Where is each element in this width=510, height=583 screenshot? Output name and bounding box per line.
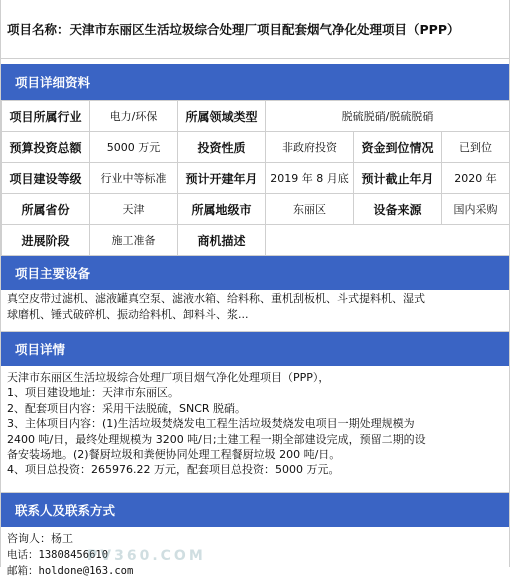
info-table [1, 100, 510, 256]
detail-line: 备安装场地。(2)餐厨垃圾和粪便协同处理工程餐厨垃圾 200 吨/日。 [7, 448, 341, 462]
detail-line: 4、项目总投资：265976.22 万元，配套项目总投资：5000 万元。 [7, 463, 340, 477]
table-row [2, 225, 510, 256]
label-domain-type: 所属领域类型 [178, 101, 266, 132]
value-province: 天津 [90, 194, 178, 225]
equipment-list [1, 290, 509, 332]
table-row [2, 132, 510, 163]
label-funding-status: 资金到位情况 [354, 132, 442, 163]
value-start-date: 2019 年 8 月底 [266, 163, 354, 194]
contact-phone: 电话：13808456610 [7, 549, 109, 561]
detail-line: 2400 吨/日，最终处理规模为 3200 吨/日;土建工程一期全部建设完成，预留二期的设 [7, 432, 426, 446]
label-start-date: 预计开建年月 [178, 163, 266, 194]
section-header-contact: 联系人及联系方式 [1, 493, 509, 527]
label-end-date: 预计截止年月 [354, 163, 442, 194]
label-province: 所属省份 [2, 194, 90, 225]
detail-line: 1、项目建设地址：天津市东丽区。 [7, 386, 179, 400]
label-construction-grade: 项目建设等级 [2, 163, 90, 194]
equipment-line: 真空皮带过滤机、滤液罐真空泵、滤液水箱、给料称、重机刮板机、斗式提料机、湿式 [7, 292, 425, 305]
contact-info [1, 527, 509, 583]
label-budget: 预算投资总额 [2, 132, 90, 163]
detail-line: 2、配套项目内容：采用干法脱硫，SNCR 脱硝。 [7, 401, 247, 415]
value-progress-stage: 施工准备 [90, 225, 178, 256]
value-business-description [266, 225, 510, 256]
label-investment-nature: 投资性质 [178, 132, 266, 163]
section-header-equipment: 项目主要设备 [1, 256, 509, 290]
value-investment-nature: 非政府投资 [266, 132, 354, 163]
detail-line: 3、主体项目内容：(1)生活垃圾焚烧发电工程生活垃圾焚烧发电项目一期处理规模为 [7, 417, 415, 431]
label-progress-stage: 进展阶段 [2, 225, 90, 256]
value-end-date: 2020 年 [442, 163, 510, 194]
value-industry: 电力/环保 [90, 101, 178, 132]
table-row [2, 194, 510, 225]
value-construction-grade: 行业中等标准 [90, 163, 178, 194]
equipment-line: 球磨机、锤式破碎机、振动给料机、卸料斗、浆... [7, 308, 249, 321]
section-header-details-info: 项目详细资料 [1, 64, 509, 100]
project-title: 项目名称：天津市东丽区生活垃圾综合处理厂项目配套烟气净化处理项目（PPP） [1, 0, 509, 59]
value-funding-status: 已到位 [442, 132, 510, 163]
value-equipment-source: 国内采购 [442, 194, 510, 225]
table-row [2, 101, 510, 132]
contact-person: 咨询人：杨工 [7, 532, 73, 545]
value-budget: 5000 万元 [90, 132, 178, 163]
section-header-project-details: 项目详情 [1, 332, 509, 366]
value-city: 东丽区 [266, 194, 354, 225]
label-business-description: 商机描述 [178, 225, 266, 256]
project-details-text [1, 366, 509, 493]
contact-email: 邮箱：holdone@163.com [7, 565, 134, 577]
detail-line: 天津市东丽区生活垃圾综合处理厂项目烟气净化处理项目（PPP）， [7, 371, 330, 384]
label-industry: 项目所属行业 [2, 101, 90, 132]
label-city: 所属地级市 [178, 194, 266, 225]
table-row [2, 163, 510, 194]
watermark: PV360.COM [87, 548, 206, 564]
label-equipment-source: 设备来源 [354, 194, 442, 225]
value-domain-type: 脱硫脱硝/脱硫脱硝 [266, 101, 510, 132]
